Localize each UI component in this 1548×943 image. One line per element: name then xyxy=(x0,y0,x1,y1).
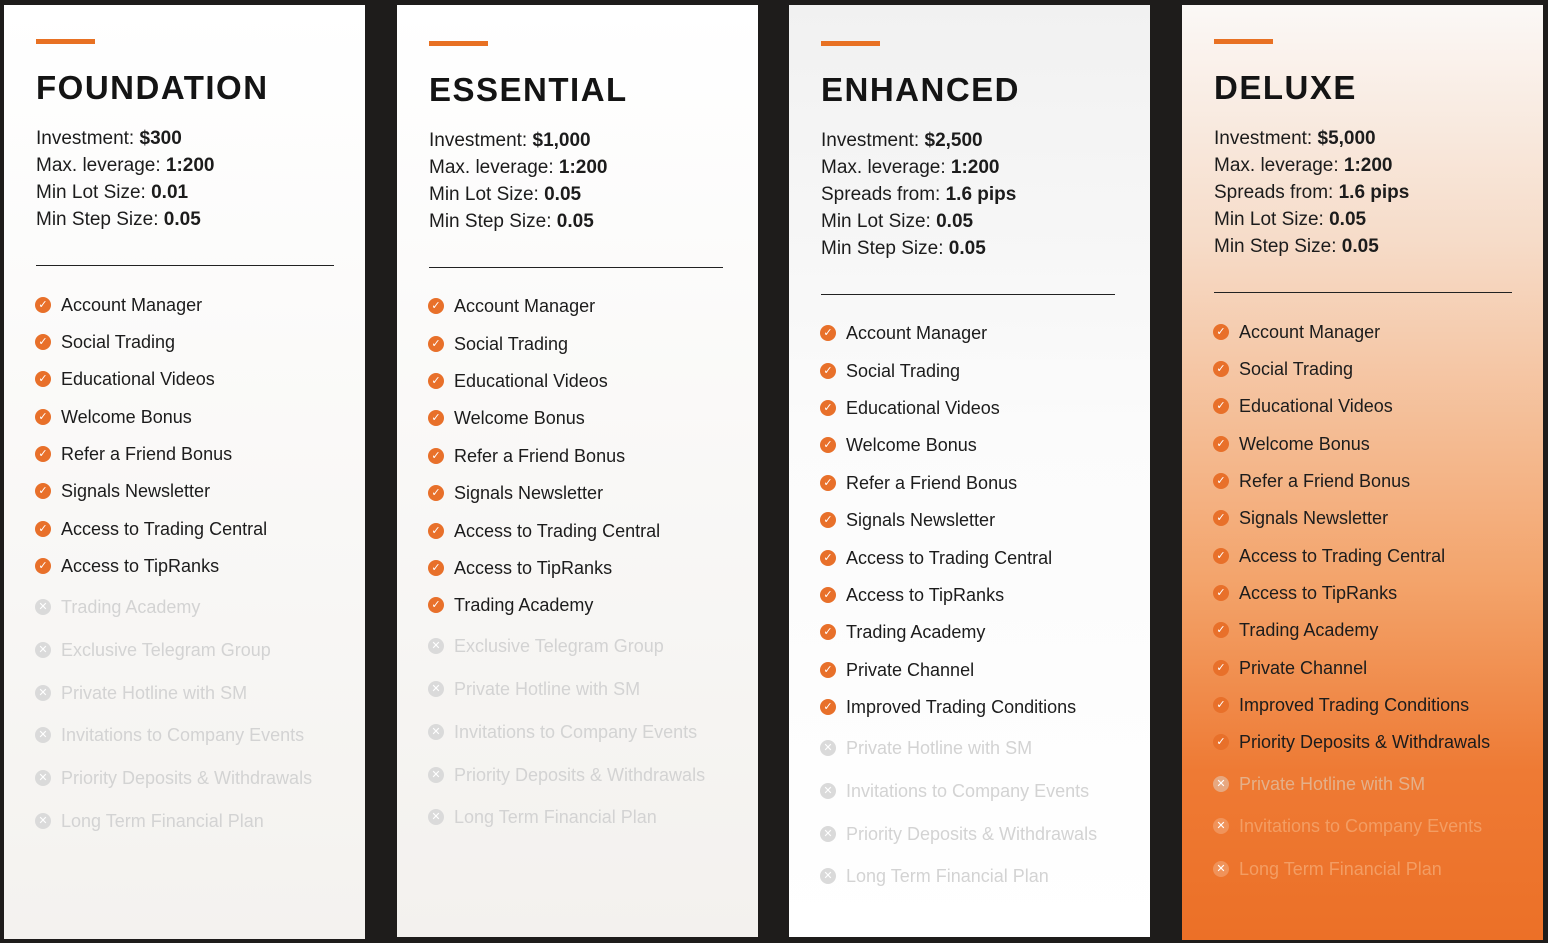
feature-item xyxy=(820,736,1032,760)
plan-title: FOUNDATION xyxy=(36,69,269,106)
feature-item xyxy=(35,809,264,833)
check-circle-icon: ✓ xyxy=(428,373,444,389)
check-circle-icon: ✓ xyxy=(428,298,444,314)
plan-card-essential xyxy=(397,5,758,937)
feature-label: Long Term Financial Plan xyxy=(454,806,657,827)
feature-item xyxy=(35,554,219,578)
spec-value: 1:200 xyxy=(558,157,608,178)
spec-row xyxy=(1214,179,1409,206)
feature-item xyxy=(428,519,660,543)
check-circle-icon: ✓ xyxy=(35,297,51,313)
spec-row xyxy=(429,208,608,235)
spec-row xyxy=(36,206,215,233)
x-circle-icon: ✕ xyxy=(428,767,444,783)
feature-label: Access to Trading Central xyxy=(1239,545,1446,566)
feature-label: Long Term Financial Plan xyxy=(1239,858,1442,879)
check-circle-icon: ✓ xyxy=(1213,436,1229,452)
divider xyxy=(36,265,334,266)
feature-item xyxy=(1213,730,1490,754)
feature-label: Priority Deposits & Withdrawals xyxy=(454,764,706,785)
feature-item xyxy=(35,723,304,747)
spec-row xyxy=(821,208,1016,235)
spec-row xyxy=(821,181,1016,208)
feature-item xyxy=(35,405,192,429)
feature-item xyxy=(820,695,1076,719)
accent-bar xyxy=(1214,39,1273,44)
feature-item xyxy=(1213,432,1370,456)
spec-label: Max. leverage: xyxy=(1214,155,1339,176)
accent-bar xyxy=(429,41,488,46)
feature-label: Priority Deposits & Withdrawals xyxy=(846,823,1098,844)
spec-row xyxy=(36,125,215,152)
feature-label: Refer a Friend Bonus xyxy=(61,443,233,464)
feature-label: Priority Deposits & Withdrawals xyxy=(61,767,313,788)
spec-label: Min Step Size: xyxy=(821,238,944,259)
feature-item xyxy=(428,332,568,356)
feature-item xyxy=(1213,394,1393,418)
check-circle-icon: ✓ xyxy=(428,560,444,576)
check-circle-icon: ✓ xyxy=(428,597,444,613)
check-circle-icon: ✓ xyxy=(428,523,444,539)
x-circle-icon: ✕ xyxy=(35,770,51,786)
feature-item xyxy=(1213,320,1380,344)
feature-item xyxy=(820,583,1004,607)
x-circle-icon: ✕ xyxy=(428,809,444,825)
x-circle-icon: ✕ xyxy=(1213,861,1229,877)
feature-label: Access to TipRanks xyxy=(846,584,1005,605)
plan-title: ENHANCED xyxy=(821,71,1021,108)
feature-label: Exclusive Telegram Group xyxy=(61,639,271,660)
feature-label: Access to TipRanks xyxy=(61,555,220,576)
spec-value: 0.05 xyxy=(556,211,594,232)
feature-item xyxy=(428,805,657,829)
check-circle-icon: ✓ xyxy=(1213,585,1229,601)
check-circle-icon: ✓ xyxy=(35,409,51,425)
spec-row xyxy=(429,154,608,181)
spec-row xyxy=(429,127,608,154)
feature-item xyxy=(820,433,977,457)
feature-item xyxy=(1213,357,1353,381)
x-circle-icon: ✕ xyxy=(35,813,51,829)
feature-label: Invitations to Company Events xyxy=(61,724,305,745)
spec-value: 0.01 xyxy=(151,182,189,203)
feature-item xyxy=(35,517,267,541)
check-circle-icon: ✓ xyxy=(820,587,836,603)
feature-item xyxy=(820,471,1017,495)
check-circle-icon: ✓ xyxy=(428,410,444,426)
feature-item xyxy=(428,720,697,744)
spec-value: $2,500 xyxy=(924,130,983,151)
feature-item xyxy=(428,444,625,468)
plan-specs xyxy=(821,127,1016,262)
spec-label: Investment: xyxy=(821,130,920,151)
feature-item xyxy=(1213,469,1410,493)
feature-item xyxy=(1213,544,1445,568)
feature-item xyxy=(820,658,974,682)
feature-label: Improved Trading Conditions xyxy=(1239,694,1470,715)
feature-label: Access to Trading Central xyxy=(61,518,268,539)
x-circle-icon: ✕ xyxy=(35,599,51,615)
x-circle-icon: ✕ xyxy=(820,826,836,842)
feature-item xyxy=(428,763,705,787)
feature-item xyxy=(1213,693,1469,717)
check-circle-icon: ✓ xyxy=(820,400,836,416)
feature-label: Welcome Bonus xyxy=(846,434,977,455)
check-circle-icon: ✓ xyxy=(1213,324,1229,340)
spec-label: Max. leverage: xyxy=(429,157,554,178)
feature-item xyxy=(428,294,595,318)
feature-label: Private Channel xyxy=(846,659,975,680)
feature-item xyxy=(35,638,271,662)
feature-label: Welcome Bonus xyxy=(454,407,585,428)
spec-row xyxy=(1214,125,1409,152)
divider xyxy=(1214,292,1512,293)
spec-value: 1:200 xyxy=(950,157,1000,178)
plan-specs xyxy=(36,125,215,233)
check-circle-icon: ✓ xyxy=(1213,660,1229,676)
spec-value: 0.05 xyxy=(1341,236,1379,257)
feature-item xyxy=(820,508,995,532)
feature-item xyxy=(1213,581,1397,605)
feature-item xyxy=(820,546,1052,570)
feature-label: Trading Academy xyxy=(61,596,201,617)
divider xyxy=(821,294,1115,295)
feature-label: Social Trading xyxy=(454,333,569,354)
feature-label: Account Manager xyxy=(454,295,596,316)
feature-label: Educational Videos xyxy=(61,368,215,389)
spec-label: Min Lot Size: xyxy=(429,184,539,205)
feature-label: Account Manager xyxy=(846,322,988,343)
feature-label: Welcome Bonus xyxy=(61,406,192,427)
spec-value: 0.05 xyxy=(1329,209,1367,230)
feature-item xyxy=(35,681,247,705)
spec-label: Investment: xyxy=(1214,128,1313,149)
feature-label: Private Hotline with SM xyxy=(1239,773,1426,794)
check-circle-icon: ✓ xyxy=(1213,734,1229,750)
check-circle-icon: ✓ xyxy=(428,448,444,464)
feature-label: Private Channel xyxy=(1239,657,1368,678)
feature-label: Educational Videos xyxy=(846,397,1000,418)
spec-row xyxy=(1214,233,1409,260)
spec-label: Investment: xyxy=(429,130,528,151)
accent-bar xyxy=(36,39,95,44)
spec-value: 0.05 xyxy=(948,238,986,259)
check-circle-icon: ✓ xyxy=(820,437,836,453)
feature-label: Refer a Friend Bonus xyxy=(454,445,626,466)
spec-value: 1:200 xyxy=(165,155,215,176)
check-circle-icon: ✓ xyxy=(35,446,51,462)
feature-label: Social Trading xyxy=(1239,358,1354,379)
feature-item xyxy=(820,396,1000,420)
spec-value: 0.05 xyxy=(163,209,201,230)
feature-item xyxy=(35,293,202,317)
spec-label: Min Step Size: xyxy=(36,209,159,230)
feature-item xyxy=(428,369,608,393)
feature-item xyxy=(428,634,664,658)
feature-item xyxy=(820,321,987,345)
x-circle-icon: ✕ xyxy=(35,685,51,701)
spec-label: Investment: xyxy=(36,128,135,149)
check-circle-icon: ✓ xyxy=(35,334,51,350)
spec-value: $300 xyxy=(139,128,182,149)
feature-item xyxy=(820,822,1097,846)
feature-label: Welcome Bonus xyxy=(1239,433,1370,454)
plan-title: DELUXE xyxy=(1214,69,1357,106)
spec-row xyxy=(1214,152,1409,179)
check-circle-icon: ✓ xyxy=(1213,548,1229,564)
x-circle-icon: ✕ xyxy=(820,740,836,756)
plan-card-enhanced xyxy=(789,5,1150,937)
check-circle-icon: ✓ xyxy=(1213,622,1229,638)
feature-label: Invitations to Company Events xyxy=(454,721,698,742)
feature-label: Signals Newsletter xyxy=(61,480,211,501)
plan-title: ESSENTIAL xyxy=(429,71,628,108)
feature-label: Signals Newsletter xyxy=(1239,507,1389,528)
feature-label: Account Manager xyxy=(1239,321,1381,342)
spec-label: Min Lot Size: xyxy=(821,211,931,232)
feature-item xyxy=(428,593,593,617)
feature-label: Long Term Financial Plan xyxy=(846,865,1049,886)
feature-item xyxy=(35,330,175,354)
x-circle-icon: ✕ xyxy=(428,638,444,654)
feature-label: Access to Trading Central xyxy=(454,520,661,541)
feature-label: Trading Academy xyxy=(454,594,594,615)
feature-item xyxy=(1213,618,1378,642)
spec-row xyxy=(1214,206,1409,233)
spec-value: 1:200 xyxy=(1343,155,1393,176)
feature-label: Access to TipRanks xyxy=(1239,582,1398,603)
check-circle-icon: ✓ xyxy=(820,662,836,678)
check-circle-icon: ✓ xyxy=(35,521,51,537)
spec-label: Spreads from: xyxy=(821,184,941,205)
feature-item xyxy=(35,442,232,466)
feature-item xyxy=(1213,772,1425,796)
spec-value: 1.6 pips xyxy=(945,184,1017,205)
feature-label: Improved Trading Conditions xyxy=(846,696,1077,717)
feature-item xyxy=(820,864,1049,888)
feature-label: Invitations to Company Events xyxy=(846,780,1090,801)
check-circle-icon: ✓ xyxy=(428,485,444,501)
x-circle-icon: ✕ xyxy=(35,727,51,743)
feature-label: Private Hotline with SM xyxy=(61,682,248,703)
spec-row xyxy=(36,152,215,179)
feature-item xyxy=(820,359,960,383)
spec-value: $5,000 xyxy=(1317,128,1376,149)
check-circle-icon: ✓ xyxy=(1213,510,1229,526)
check-circle-icon: ✓ xyxy=(820,512,836,528)
check-circle-icon: ✓ xyxy=(820,325,836,341)
feature-item xyxy=(428,406,585,430)
feature-label: Long Term Financial Plan xyxy=(61,810,264,831)
check-circle-icon: ✓ xyxy=(1213,473,1229,489)
feature-item xyxy=(1213,506,1388,530)
feature-label: Trading Academy xyxy=(1239,619,1379,640)
feature-item xyxy=(1213,656,1367,680)
spec-value: 1.6 pips xyxy=(1338,182,1410,203)
spec-row xyxy=(821,127,1016,154)
spec-label: Max. leverage: xyxy=(36,155,161,176)
plan-specs xyxy=(429,127,608,235)
x-circle-icon: ✕ xyxy=(428,681,444,697)
feature-label: Trading Academy xyxy=(846,621,986,642)
spec-value: 0.05 xyxy=(936,211,974,232)
check-circle-icon: ✓ xyxy=(820,699,836,715)
spec-label: Spreads from: xyxy=(1214,182,1334,203)
feature-label: Priority Deposits & Withdrawals xyxy=(1239,731,1491,752)
x-circle-icon: ✕ xyxy=(820,783,836,799)
x-circle-icon: ✕ xyxy=(35,642,51,658)
x-circle-icon: ✕ xyxy=(1213,818,1229,834)
spec-row xyxy=(821,154,1016,181)
plan-card-foundation xyxy=(4,5,365,939)
feature-item xyxy=(35,595,200,619)
feature-item xyxy=(1213,814,1482,838)
feature-label: Account Manager xyxy=(61,294,203,315)
spec-label: Max. leverage: xyxy=(821,157,946,178)
feature-item xyxy=(820,620,985,644)
check-circle-icon: ✓ xyxy=(1213,697,1229,713)
feature-label: Social Trading xyxy=(61,331,176,352)
spec-label: Min Step Size: xyxy=(1214,236,1337,257)
check-circle-icon: ✓ xyxy=(820,363,836,379)
spec-value: 0.05 xyxy=(544,184,582,205)
spec-row xyxy=(36,179,215,206)
check-circle-icon: ✓ xyxy=(1213,361,1229,377)
feature-item xyxy=(428,677,640,701)
check-circle-icon: ✓ xyxy=(35,558,51,574)
accent-bar xyxy=(821,41,880,46)
spec-label: Min Lot Size: xyxy=(1214,209,1324,230)
feature-label: Signals Newsletter xyxy=(846,509,996,530)
feature-item xyxy=(35,367,215,391)
feature-label: Private Hotline with SM xyxy=(454,678,641,699)
x-circle-icon: ✕ xyxy=(1213,776,1229,792)
check-circle-icon: ✓ xyxy=(820,550,836,566)
feature-item xyxy=(35,766,312,790)
feature-label: Social Trading xyxy=(846,360,961,381)
spec-label: Min Step Size: xyxy=(429,211,552,232)
spec-row xyxy=(821,235,1016,262)
spec-value: $1,000 xyxy=(532,130,591,151)
feature-label: Private Hotline with SM xyxy=(846,737,1033,758)
spec-row xyxy=(429,181,608,208)
check-circle-icon: ✓ xyxy=(820,624,836,640)
plan-specs xyxy=(1214,125,1409,260)
check-circle-icon: ✓ xyxy=(428,336,444,352)
feature-item xyxy=(428,481,603,505)
divider xyxy=(429,267,723,268)
x-circle-icon: ✕ xyxy=(428,724,444,740)
feature-label: Invitations to Company Events xyxy=(1239,815,1483,836)
check-circle-icon: ✓ xyxy=(35,483,51,499)
feature-item xyxy=(1213,857,1442,881)
check-circle-icon: ✓ xyxy=(35,371,51,387)
feature-label: Access to Trading Central xyxy=(846,547,1053,568)
feature-label: Access to TipRanks xyxy=(454,557,613,578)
feature-item xyxy=(35,479,210,503)
spec-label: Min Lot Size: xyxy=(36,182,146,203)
x-circle-icon: ✕ xyxy=(820,868,836,884)
feature-item xyxy=(428,556,612,580)
feature-label: Exclusive Telegram Group xyxy=(454,635,664,656)
feature-label: Refer a Friend Bonus xyxy=(1239,470,1411,491)
feature-label: Signals Newsletter xyxy=(454,482,604,503)
check-circle-icon: ✓ xyxy=(1213,398,1229,414)
feature-label: Educational Videos xyxy=(1239,395,1393,416)
plan-card-deluxe xyxy=(1182,5,1543,940)
feature-item xyxy=(820,779,1089,803)
check-circle-icon: ✓ xyxy=(820,475,836,491)
feature-label: Refer a Friend Bonus xyxy=(846,472,1018,493)
feature-label: Educational Videos xyxy=(454,370,608,391)
